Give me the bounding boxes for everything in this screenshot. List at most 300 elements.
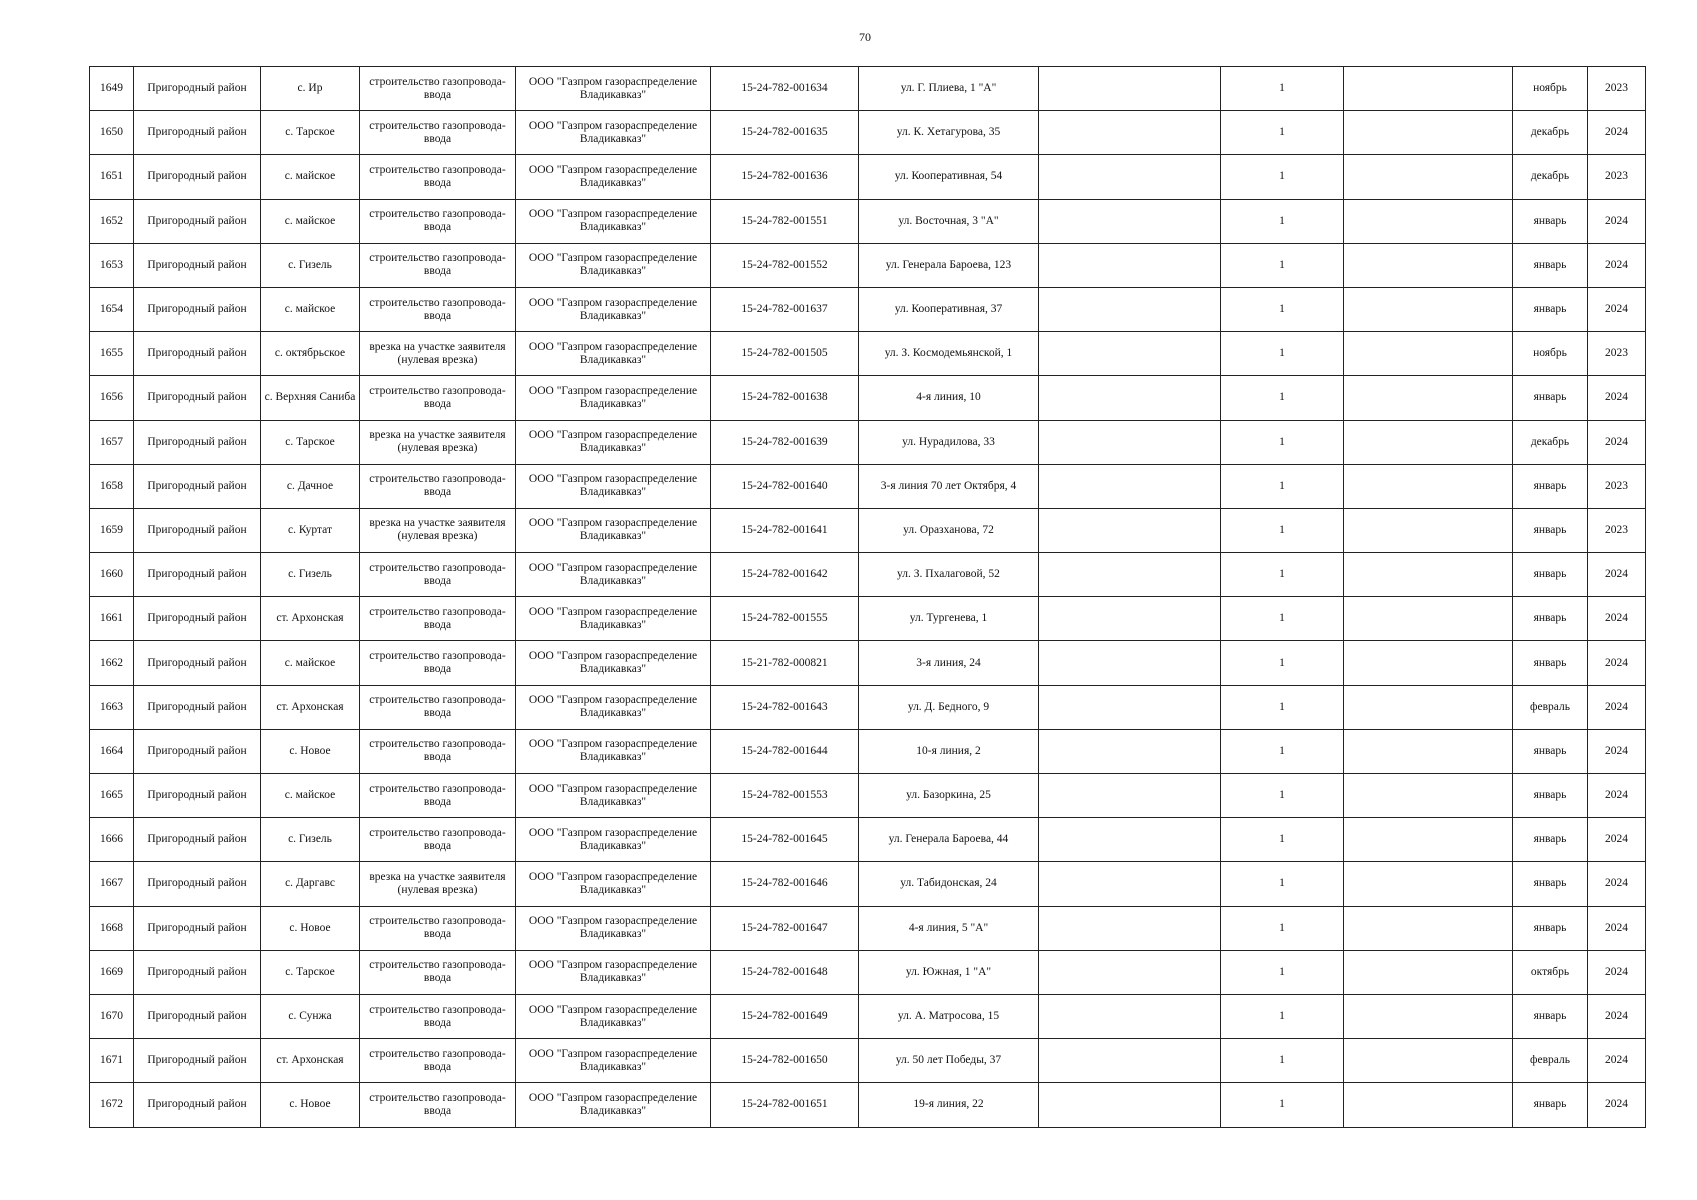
empty-cell — [1039, 685, 1221, 729]
empty-cell — [1344, 553, 1513, 597]
work-type-cell: строительство газопровода-ввода — [360, 199, 516, 243]
quantity-cell: 1 — [1221, 994, 1344, 1038]
district-cell: Пригородный район — [134, 994, 261, 1038]
table-row — [90, 641, 1646, 685]
empty-cell — [1344, 376, 1513, 420]
empty-cell — [1344, 994, 1513, 1038]
district-cell: Пригородный район — [134, 287, 261, 331]
table-row — [90, 508, 1646, 552]
quantity-cell: 1 — [1221, 1039, 1344, 1083]
table-row — [90, 597, 1646, 641]
year-cell: 2024 — [1588, 818, 1646, 862]
work-type-cell: строительство газопровода-ввода — [360, 597, 516, 641]
work-type-cell: строительство газопровода-ввода — [360, 155, 516, 199]
row-number-cell: 1657 — [90, 420, 134, 464]
quantity-cell: 1 — [1221, 1083, 1344, 1127]
district-cell: Пригородный район — [134, 641, 261, 685]
empty-cell — [1344, 950, 1513, 994]
row-number-cell: 1649 — [90, 67, 134, 111]
settlement-cell: с. Гизель — [261, 553, 360, 597]
year-cell: 2024 — [1588, 685, 1646, 729]
empty-cell — [1344, 199, 1513, 243]
organization-cell: ООО "Газпром газораспределение Владикавказ" — [516, 67, 711, 111]
table-row — [90, 862, 1646, 906]
empty-cell — [1344, 729, 1513, 773]
address-cell: ул. Восточная, 3 "А" — [859, 199, 1039, 243]
empty-cell — [1039, 906, 1221, 950]
row-number-cell: 1663 — [90, 685, 134, 729]
address-cell: ул. Табидонская, 24 — [859, 862, 1039, 906]
settlement-cell: с. майское — [261, 287, 360, 331]
work-type-cell: врезка на участке заявителя (нулевая врезка) — [360, 332, 516, 376]
row-number-cell: 1654 — [90, 287, 134, 331]
application-code-cell: 15-24-782-001646 — [711, 862, 859, 906]
address-cell: ул. Генерала Бароева, 123 — [859, 243, 1039, 287]
application-code-cell: 15-24-782-001647 — [711, 906, 859, 950]
application-code-cell: 15-24-782-001644 — [711, 729, 859, 773]
address-cell: ул. Д. Бедного, 9 — [859, 685, 1039, 729]
quantity-cell: 1 — [1221, 420, 1344, 464]
address-cell: 3-я линия 70 лет Октября, 4 — [859, 464, 1039, 508]
organization-cell: ООО "Газпром газораспределение Владикавказ" — [516, 420, 711, 464]
empty-cell — [1039, 597, 1221, 641]
quantity-cell: 1 — [1221, 464, 1344, 508]
row-number-cell: 1671 — [90, 1039, 134, 1083]
settlement-cell: с. Куртат — [261, 508, 360, 552]
empty-cell — [1039, 155, 1221, 199]
district-cell: Пригородный район — [134, 464, 261, 508]
settlement-cell: с. Ир — [261, 67, 360, 111]
settlement-cell: ст. Архонская — [261, 685, 360, 729]
work-type-cell: строительство газопровода-ввода — [360, 1083, 516, 1127]
table-row — [90, 774, 1646, 818]
empty-cell — [1039, 641, 1221, 685]
year-cell: 2023 — [1588, 155, 1646, 199]
table-row — [90, 243, 1646, 287]
application-code-cell: 15-21-782-000821 — [711, 641, 859, 685]
row-number-cell: 1672 — [90, 1083, 134, 1127]
address-cell: 10-я линия, 2 — [859, 729, 1039, 773]
month-cell: январь — [1513, 906, 1588, 950]
application-code-cell: 15-24-782-001555 — [711, 597, 859, 641]
work-type-cell: строительство газопровода-ввода — [360, 111, 516, 155]
application-code-cell: 15-24-782-001635 — [711, 111, 859, 155]
quantity-cell: 1 — [1221, 818, 1344, 862]
page-number: 70 — [859, 30, 871, 44]
application-code-cell: 15-24-782-001505 — [711, 332, 859, 376]
organization-cell: ООО "Газпром газораспределение Владикавказ" — [516, 950, 711, 994]
empty-cell — [1344, 1083, 1513, 1127]
settlement-cell: с. майское — [261, 155, 360, 199]
quantity-cell: 1 — [1221, 243, 1344, 287]
table-row — [90, 818, 1646, 862]
address-cell: ул. Нурадилова, 33 — [859, 420, 1039, 464]
empty-cell — [1039, 508, 1221, 552]
month-cell: январь — [1513, 508, 1588, 552]
application-code-cell: 15-24-782-001642 — [711, 553, 859, 597]
settlement-cell: с. майское — [261, 641, 360, 685]
table-row — [90, 1039, 1646, 1083]
month-cell: январь — [1513, 553, 1588, 597]
row-number-cell: 1662 — [90, 641, 134, 685]
empty-cell — [1039, 243, 1221, 287]
row-number-cell: 1664 — [90, 729, 134, 773]
organization-cell: ООО "Газпром газораспределение Владикавказ" — [516, 818, 711, 862]
settlement-cell: ст. Архонская — [261, 597, 360, 641]
application-code-cell: 15-24-782-001641 — [711, 508, 859, 552]
application-code-cell: 15-24-782-001650 — [711, 1039, 859, 1083]
organization-cell: ООО "Газпром газораспределение Владикавказ" — [516, 287, 711, 331]
organization-cell: ООО "Газпром газораспределение Владикавказ" — [516, 332, 711, 376]
address-cell: 3-я линия, 24 — [859, 641, 1039, 685]
year-cell: 2024 — [1588, 376, 1646, 420]
organization-cell: ООО "Газпром газораспределение Владикавказ" — [516, 553, 711, 597]
year-cell: 2024 — [1588, 420, 1646, 464]
month-cell: ноябрь — [1513, 67, 1588, 111]
year-cell: 2023 — [1588, 464, 1646, 508]
district-cell: Пригородный район — [134, 685, 261, 729]
month-cell: январь — [1513, 464, 1588, 508]
month-cell: январь — [1513, 994, 1588, 1038]
table-row — [90, 199, 1646, 243]
year-cell: 2024 — [1588, 641, 1646, 685]
work-type-cell: строительство газопровода-ввода — [360, 774, 516, 818]
month-cell: январь — [1513, 818, 1588, 862]
work-type-cell: врезка на участке заявителя (нулевая врезка) — [360, 862, 516, 906]
gasification-register-table — [89, 66, 1646, 1128]
organization-cell: ООО "Газпром газораспределение Владикавказ" — [516, 111, 711, 155]
address-cell: 4-я линия, 10 — [859, 376, 1039, 420]
row-number-cell: 1659 — [90, 508, 134, 552]
row-number-cell: 1652 — [90, 199, 134, 243]
empty-cell — [1039, 950, 1221, 994]
empty-cell — [1039, 464, 1221, 508]
row-number-cell: 1667 — [90, 862, 134, 906]
application-code-cell: 15-24-782-001640 — [711, 464, 859, 508]
table-row — [90, 685, 1646, 729]
district-cell: Пригородный район — [134, 818, 261, 862]
row-number-cell: 1651 — [90, 155, 134, 199]
work-type-cell: строительство газопровода-ввода — [360, 906, 516, 950]
organization-cell: ООО "Газпром газораспределение Владикавказ" — [516, 376, 711, 420]
month-cell: январь — [1513, 729, 1588, 773]
address-cell: ул. Кооперативная, 54 — [859, 155, 1039, 199]
year-cell: 2024 — [1588, 287, 1646, 331]
work-type-cell: врезка на участке заявителя (нулевая врезка) — [360, 420, 516, 464]
table-body — [90, 67, 1646, 1128]
quantity-cell: 1 — [1221, 332, 1344, 376]
quantity-cell: 1 — [1221, 641, 1344, 685]
quantity-cell: 1 — [1221, 950, 1344, 994]
empty-cell — [1039, 332, 1221, 376]
table-row — [90, 287, 1646, 331]
month-cell: январь — [1513, 243, 1588, 287]
row-number-cell: 1669 — [90, 950, 134, 994]
month-cell: декабрь — [1513, 155, 1588, 199]
empty-cell — [1344, 641, 1513, 685]
settlement-cell: с. Гизель — [261, 818, 360, 862]
application-code-cell: 15-24-782-001637 — [711, 287, 859, 331]
empty-cell — [1344, 1039, 1513, 1083]
district-cell: Пригородный район — [134, 950, 261, 994]
row-number-cell: 1650 — [90, 111, 134, 155]
year-cell: 2024 — [1588, 729, 1646, 773]
address-cell: ул. Южная, 1 "А" — [859, 950, 1039, 994]
year-cell: 2024 — [1588, 1039, 1646, 1083]
settlement-cell: с. Гизель — [261, 243, 360, 287]
address-cell: 4-я линия, 5 "А" — [859, 906, 1039, 950]
work-type-cell: строительство газопровода-ввода — [360, 685, 516, 729]
district-cell: Пригородный район — [134, 420, 261, 464]
settlement-cell: ст. Архонская — [261, 1039, 360, 1083]
quantity-cell: 1 — [1221, 111, 1344, 155]
year-cell: 2024 — [1588, 597, 1646, 641]
empty-cell — [1039, 818, 1221, 862]
table-row — [90, 420, 1646, 464]
application-code-cell: 15-24-782-001638 — [711, 376, 859, 420]
month-cell: декабрь — [1513, 420, 1588, 464]
application-code-cell: 15-24-782-001648 — [711, 950, 859, 994]
settlement-cell: с. Тарское — [261, 111, 360, 155]
month-cell: январь — [1513, 862, 1588, 906]
empty-cell — [1039, 729, 1221, 773]
month-cell: ноябрь — [1513, 332, 1588, 376]
row-number-cell: 1666 — [90, 818, 134, 862]
year-cell: 2024 — [1588, 111, 1646, 155]
district-cell: Пригородный район — [134, 376, 261, 420]
district-cell: Пригородный район — [134, 243, 261, 287]
month-cell: февраль — [1513, 685, 1588, 729]
work-type-cell: врезка на участке заявителя (нулевая врезка) — [360, 508, 516, 552]
month-cell: декабрь — [1513, 111, 1588, 155]
table-row — [90, 332, 1646, 376]
application-code-cell: 15-24-782-001651 — [711, 1083, 859, 1127]
district-cell: Пригородный район — [134, 553, 261, 597]
year-cell: 2024 — [1588, 950, 1646, 994]
district-cell: Пригородный район — [134, 729, 261, 773]
application-code-cell: 15-24-782-001645 — [711, 818, 859, 862]
quantity-cell: 1 — [1221, 774, 1344, 818]
quantity-cell: 1 — [1221, 597, 1344, 641]
settlement-cell: с. Тарское — [261, 950, 360, 994]
year-cell: 2024 — [1588, 1083, 1646, 1127]
empty-cell — [1344, 111, 1513, 155]
district-cell: Пригородный район — [134, 597, 261, 641]
district-cell: Пригородный район — [134, 862, 261, 906]
empty-cell — [1039, 287, 1221, 331]
quantity-cell: 1 — [1221, 199, 1344, 243]
organization-cell: ООО "Газпром газораспределение Владикавказ" — [516, 1039, 711, 1083]
empty-cell — [1344, 774, 1513, 818]
quantity-cell: 1 — [1221, 553, 1344, 597]
district-cell: Пригородный район — [134, 111, 261, 155]
table-row — [90, 67, 1646, 111]
district-cell: Пригородный район — [134, 155, 261, 199]
district-cell: Пригородный район — [134, 508, 261, 552]
empty-cell — [1039, 994, 1221, 1038]
table-row — [90, 553, 1646, 597]
table-row — [90, 111, 1646, 155]
month-cell: январь — [1513, 199, 1588, 243]
work-type-cell: строительство газопровода-ввода — [360, 287, 516, 331]
empty-cell — [1344, 332, 1513, 376]
work-type-cell: строительство газопровода-ввода — [360, 950, 516, 994]
row-number-cell: 1665 — [90, 774, 134, 818]
work-type-cell: строительство газопровода-ввода — [360, 243, 516, 287]
work-type-cell: строительство газопровода-ввода — [360, 1039, 516, 1083]
settlement-cell: с. Новое — [261, 906, 360, 950]
table-row — [90, 464, 1646, 508]
month-cell: январь — [1513, 376, 1588, 420]
row-number-cell: 1670 — [90, 994, 134, 1038]
work-type-cell: строительство газопровода-ввода — [360, 553, 516, 597]
quantity-cell: 1 — [1221, 376, 1344, 420]
row-number-cell: 1661 — [90, 597, 134, 641]
empty-cell — [1039, 1039, 1221, 1083]
district-cell: Пригородный район — [134, 67, 261, 111]
settlement-cell: с. Тарское — [261, 420, 360, 464]
organization-cell: ООО "Газпром газораспределение Владикавказ" — [516, 774, 711, 818]
month-cell: январь — [1513, 1083, 1588, 1127]
quantity-cell: 1 — [1221, 906, 1344, 950]
quantity-cell: 1 — [1221, 729, 1344, 773]
year-cell: 2024 — [1588, 774, 1646, 818]
empty-cell — [1344, 685, 1513, 729]
organization-cell: ООО "Газпром газораспределение Владикавказ" — [516, 597, 711, 641]
year-cell: 2024 — [1588, 199, 1646, 243]
empty-cell — [1344, 862, 1513, 906]
organization-cell: ООО "Газпром газораспределение Владикавказ" — [516, 155, 711, 199]
empty-cell — [1039, 774, 1221, 818]
address-cell: ул. 50 лет Победы, 37 — [859, 1039, 1039, 1083]
month-cell: январь — [1513, 641, 1588, 685]
empty-cell — [1344, 508, 1513, 552]
table-row — [90, 950, 1646, 994]
address-cell: ул. Генерала Бароева, 44 — [859, 818, 1039, 862]
empty-cell — [1344, 67, 1513, 111]
settlement-cell: с. майское — [261, 199, 360, 243]
organization-cell: ООО "Газпром газораспределение Владикавказ" — [516, 199, 711, 243]
address-cell: ул. З. Космодемьянской, 1 — [859, 332, 1039, 376]
settlement-cell: с. Новое — [261, 729, 360, 773]
empty-cell — [1344, 464, 1513, 508]
empty-cell — [1039, 67, 1221, 111]
table-row — [90, 729, 1646, 773]
empty-cell — [1039, 111, 1221, 155]
district-cell: Пригородный район — [134, 199, 261, 243]
row-number-cell: 1656 — [90, 376, 134, 420]
month-cell: январь — [1513, 597, 1588, 641]
address-cell: 19-я линия, 22 — [859, 1083, 1039, 1127]
work-type-cell: строительство газопровода-ввода — [360, 376, 516, 420]
month-cell: январь — [1513, 287, 1588, 331]
address-cell: ул. А. Матросова, 15 — [859, 994, 1039, 1038]
empty-cell — [1344, 597, 1513, 641]
row-number-cell: 1655 — [90, 332, 134, 376]
month-cell: октябрь — [1513, 950, 1588, 994]
month-cell: январь — [1513, 774, 1588, 818]
quantity-cell: 1 — [1221, 287, 1344, 331]
empty-cell — [1039, 862, 1221, 906]
settlement-cell: с. октябрьское — [261, 332, 360, 376]
settlement-cell: с. Верхняя Саниба — [261, 376, 360, 420]
work-type-cell: строительство газопровода-ввода — [360, 67, 516, 111]
application-code-cell: 15-24-782-001649 — [711, 994, 859, 1038]
application-code-cell: 15-24-782-001553 — [711, 774, 859, 818]
empty-cell — [1344, 420, 1513, 464]
month-cell: февраль — [1513, 1039, 1588, 1083]
table-row — [90, 1083, 1646, 1127]
year-cell: 2024 — [1588, 553, 1646, 597]
address-cell: ул. К. Хетагурова, 35 — [859, 111, 1039, 155]
empty-cell — [1344, 155, 1513, 199]
settlement-cell: с. Сунжа — [261, 994, 360, 1038]
row-number-cell: 1668 — [90, 906, 134, 950]
work-type-cell: строительство газопровода-ввода — [360, 729, 516, 773]
address-cell: ул. Г. Плиева, 1 "А" — [859, 67, 1039, 111]
application-code-cell: 15-24-782-001639 — [711, 420, 859, 464]
settlement-cell: с. майское — [261, 774, 360, 818]
empty-cell — [1344, 906, 1513, 950]
application-code-cell: 15-24-782-001636 — [711, 155, 859, 199]
work-type-cell: строительство газопровода-ввода — [360, 464, 516, 508]
district-cell: Пригородный район — [134, 774, 261, 818]
organization-cell: ООО "Газпром газораспределение Владикавказ" — [516, 243, 711, 287]
organization-cell: ООО "Газпром газораспределение Владикавказ" — [516, 1083, 711, 1127]
settlement-cell: с. Даргавс — [261, 862, 360, 906]
organization-cell: ООО "Газпром газораспределение Владикавказ" — [516, 641, 711, 685]
organization-cell: ООО "Газпром газораспределение Владикавказ" — [516, 906, 711, 950]
address-cell: ул. Оразханова, 72 — [859, 508, 1039, 552]
year-cell: 2023 — [1588, 67, 1646, 111]
organization-cell: ООО "Газпром газораспределение Владикавказ" — [516, 508, 711, 552]
organization-cell: ООО "Газпром газораспределение Владикавказ" — [516, 729, 711, 773]
address-cell: ул. Кооперативная, 37 — [859, 287, 1039, 331]
year-cell: 2024 — [1588, 243, 1646, 287]
empty-cell — [1344, 818, 1513, 862]
row-number-cell: 1660 — [90, 553, 134, 597]
work-type-cell: строительство газопровода-ввода — [360, 994, 516, 1038]
application-code-cell: 15-24-782-001643 — [711, 685, 859, 729]
address-cell: ул. Тургенева, 1 — [859, 597, 1039, 641]
year-cell: 2023 — [1588, 332, 1646, 376]
empty-cell — [1039, 199, 1221, 243]
quantity-cell: 1 — [1221, 862, 1344, 906]
year-cell: 2023 — [1588, 508, 1646, 552]
organization-cell: ООО "Газпром газораспределение Владикавказ" — [516, 862, 711, 906]
empty-cell — [1039, 376, 1221, 420]
quantity-cell: 1 — [1221, 155, 1344, 199]
settlement-cell: с. Дачное — [261, 464, 360, 508]
row-number-cell: 1653 — [90, 243, 134, 287]
address-cell: ул. Базоркина, 25 — [859, 774, 1039, 818]
application-code-cell: 15-24-782-001634 — [711, 67, 859, 111]
year-cell: 2024 — [1588, 862, 1646, 906]
organization-cell: ООО "Газпром газораспределение Владикавказ" — [516, 464, 711, 508]
district-cell: Пригородный район — [134, 332, 261, 376]
district-cell: Пригородный район — [134, 1083, 261, 1127]
quantity-cell: 1 — [1221, 685, 1344, 729]
quantity-cell: 1 — [1221, 508, 1344, 552]
district-cell: Пригородный район — [134, 906, 261, 950]
table-row — [90, 906, 1646, 950]
organization-cell: ООО "Газпром газораспределение Владикавказ" — [516, 994, 711, 1038]
year-cell: 2024 — [1588, 906, 1646, 950]
district-cell: Пригородный район — [134, 1039, 261, 1083]
empty-cell — [1039, 420, 1221, 464]
work-type-cell: строительство газопровода-ввода — [360, 818, 516, 862]
empty-cell — [1039, 553, 1221, 597]
